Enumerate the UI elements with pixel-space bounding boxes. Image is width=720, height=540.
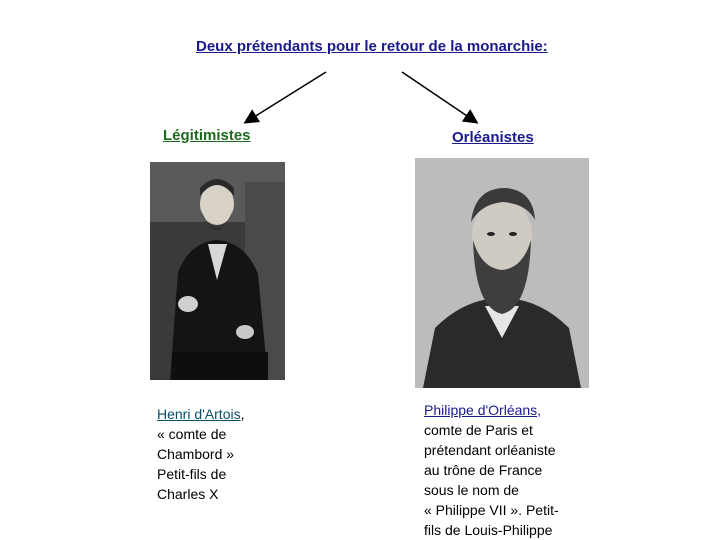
heading-legitimistes[interactable]: Légitimistes — [163, 127, 251, 144]
caption-left-line-3: Petit-fils de — [157, 466, 227, 482]
caption-left-line-4: Charles X — [157, 486, 219, 502]
caption-right-line-5: « Philippe VII ». Petit- — [424, 502, 559, 518]
caption-right — [424, 400, 584, 540]
caption-right-line-6: fils de Louis-Philippe — [424, 522, 553, 538]
caption-right-line-4: sous le nom de — [424, 482, 519, 498]
arrow-left — [246, 72, 326, 122]
caption-left-line-1: « comte de — [157, 426, 227, 442]
link-henri-dartois[interactable]: Henri d'Artois — [157, 406, 241, 422]
caption-right-line-2: prétendant orléaniste — [424, 442, 556, 458]
heading-orleanistes[interactable]: Orléanistes — [452, 129, 534, 146]
caption-right-line-3: au trône de France — [424, 462, 543, 478]
link-philippe-dorleans[interactable]: Philippe d'Orléans, — [424, 402, 542, 418]
caption-left-line-2: Chambord » — [157, 446, 235, 462]
page-title[interactable]: Deux prétendants pour le retour de la monarchie: — [196, 38, 548, 55]
caption-right-line-1: comte de Paris et — [424, 422, 533, 438]
caption-left — [157, 404, 277, 504]
name-suffix: , — [240, 406, 245, 422]
portrait-philippe-dorleans — [415, 158, 589, 388]
portrait-henri-dartois — [150, 162, 285, 380]
arrow-right — [402, 72, 476, 122]
